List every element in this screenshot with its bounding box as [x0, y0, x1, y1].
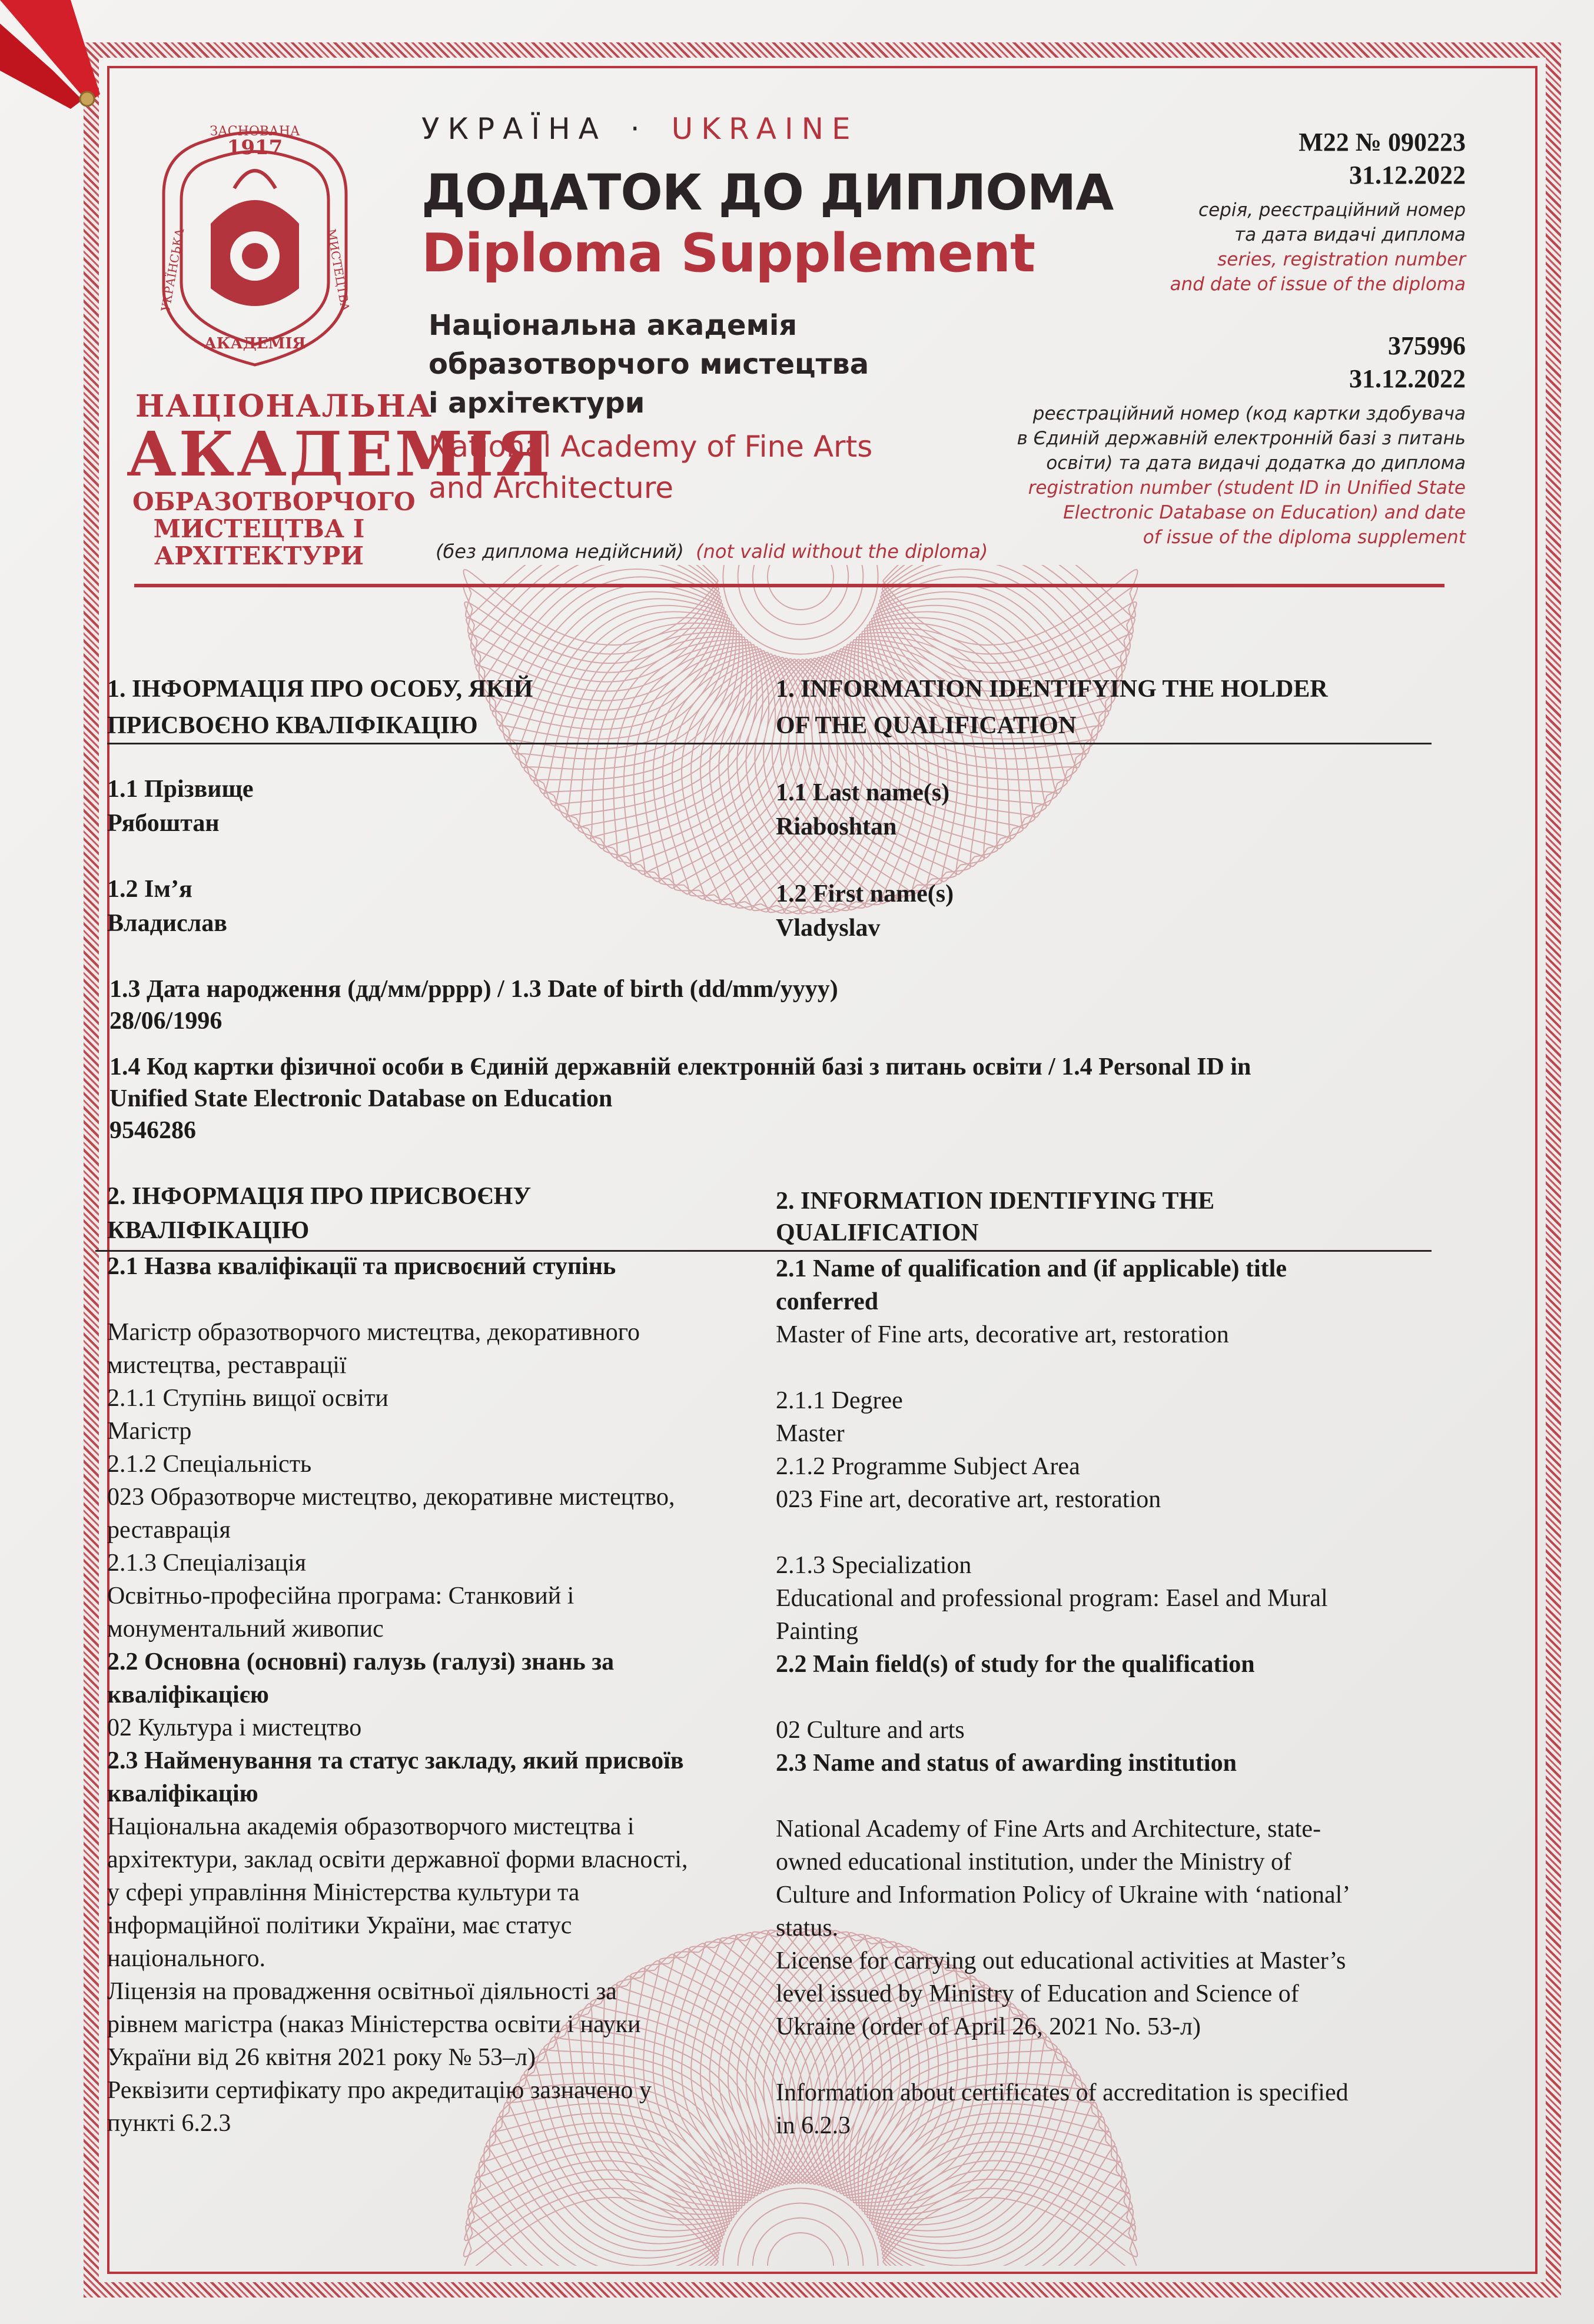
degree-label-en: 2.1.1 Degree — [776, 1387, 903, 1414]
diploma-registration — [1170, 126, 1466, 297]
diploma-caption-ua: та дата видачі диплома — [1234, 224, 1466, 245]
institution-text-ua: національного. — [107, 1945, 266, 1972]
institution-ua-line: і архітектури — [429, 387, 645, 420]
last-name-ua — [107, 772, 755, 840]
institution-text-en: Ukraine (order of April 26, 2021 No. 53-л) — [776, 2013, 1201, 2040]
institution-ua-line: образотворчого мистецтва — [429, 348, 869, 381]
qualification-value-ua: мистецтва, реставрації — [107, 1352, 347, 1379]
supplement-number: 375996 — [1388, 331, 1466, 360]
heading-line: OF THE QUALIFICATION — [776, 712, 1077, 739]
supplement-caption-en: registration number (student ID in Unified State — [1028, 477, 1466, 498]
institution-text-ua: архітектури, заклад освіти державної форми власності, — [107, 1846, 688, 1873]
header-divider — [134, 584, 1444, 587]
logo-word-5: АРХІТЕКТУРИ — [154, 541, 364, 570]
specialization-value-en: Painting — [776, 1618, 859, 1645]
qualification-value-en: Master of Fine arts, decorative art, restoration — [776, 1321, 1229, 1348]
supplement-date: 31.12.2022 — [1349, 364, 1466, 393]
red-ribbon — [0, 0, 118, 153]
degree-value-ua: Магістр — [107, 1418, 192, 1445]
supplement-caption-ua: освіти) та дата видачі додатка до диплома — [1046, 453, 1466, 474]
dob-value: 28/06/1996 — [109, 1008, 223, 1035]
institution-label-en: 2.3 Name and status of awarding institution — [776, 1750, 1237, 1777]
academy-seal-icon — [140, 118, 370, 371]
svg-text:УКРАЇНСЬКА: УКРАЇНСЬКА — [158, 227, 187, 313]
section1-rule — [107, 743, 1432, 744]
institution-label-ua: 2.3 Найменування та статус закладу, який присвоїв — [107, 1747, 684, 1774]
first-name-label-en: 1.2 First name(s) — [776, 880, 954, 907]
institution-text-en: status. — [776, 1914, 839, 1941]
specialization-value-ua: Освітньо-професійна програма: Станковий і — [107, 1582, 574, 1610]
specialization-value-en: Educational and professional program: Easel and Mural — [776, 1585, 1328, 1612]
institution-name-ua — [429, 306, 869, 423]
qualification-value-ua: Магістр образотворчого мистецтва, декоративного — [107, 1319, 640, 1346]
field-value-ua: 02 Культура і мистецтво — [107, 1714, 362, 1741]
supplement-caption-ua: реєстраційний номер (код картки здобувача — [1032, 403, 1466, 424]
date-of-birth — [109, 973, 1423, 1037]
specialty-value-ua: 023 Образотворче мистецтво, декоративне мистецтво, — [107, 1484, 675, 1511]
field-label-en: 2.2 Main field(s) of study for the qualification — [776, 1651, 1255, 1678]
supplement-caption-en: of issue of the diploma supplement — [1143, 527, 1466, 548]
institution-text-ua: Ліцензія на провадження освітньої діяльності за — [107, 1978, 617, 2005]
logo-word-1: НАЦІОНАЛЬНА — [135, 388, 433, 424]
last-name-label-en: 1.1 Last name(s) — [776, 779, 950, 806]
document-title-en: Diploma Supplement — [421, 222, 1035, 284]
specialty-value-ua: реставрація — [107, 1517, 231, 1544]
svg-text:МИСТЕЦТВА: МИСТЕЦТВА — [324, 227, 353, 312]
heading-line: QUALIFICATION — [776, 1219, 979, 1246]
logo-word-2: АКАДЕМІЯ — [127, 418, 553, 490]
degree-value-en: Master — [776, 1420, 845, 1447]
supplement-registration — [1017, 330, 1466, 550]
supplement-caption-ua: в Єдиній державній електронній базі з питань — [1017, 428, 1466, 449]
institution-text-ua: Реквізити сертифікату про акредитацію зазначено у — [107, 2077, 652, 2104]
institution-text-ua: пункті 6.2.3 — [107, 2110, 231, 2137]
institution-text-ua: рівнем магістра (наказ Міністерства освіти і науки — [107, 2011, 641, 2038]
logo-words-3 — [132, 487, 416, 570]
specialty-label-en: 2.1.2 Programme Subject Area — [776, 1453, 1080, 1480]
institution-ua-line: Національна академія — [429, 309, 798, 342]
diploma-caption-en: series, registration number — [1217, 249, 1466, 270]
heading-line: КВАЛІФІКАЦІЮ — [107, 1217, 310, 1244]
logo-word-4: МИСТЕЦТВА І — [153, 514, 365, 543]
document-title-ua: ДОДАТОК ДО ДИПЛОМА — [421, 164, 1114, 221]
field-value-en: 02 Culture and arts — [776, 1717, 965, 1744]
heading-line: 1. ІНФОРМАЦІЯ ПРО ОСОБУ, ЯКІЙ — [107, 676, 533, 703]
validity-note-en: (not valid without the diploma) — [696, 540, 988, 563]
last-name-value-ua: Рябоштан — [107, 810, 220, 837]
institution-text-en: Information about certificates of accreditation is specified — [776, 2079, 1349, 2106]
heading-line: 2. INFORMATION IDENTIFYING THE — [776, 1188, 1215, 1215]
heading-line: 2. ІНФОРМАЦІЯ ПРО ПРИСВОЄНУ — [107, 1183, 532, 1210]
country-separator: · — [630, 112, 648, 146]
institution-name-en — [429, 426, 872, 508]
institution-text-en: owned educational institution, under the Ministry of — [776, 1848, 1292, 1876]
section2-left-column — [107, 1250, 755, 2140]
qualification-label-ua: 2.1 Назва кваліфікації та присвоєний ступінь — [107, 1253, 616, 1280]
institution-text-ua: у сфері управління Міністерства культури та — [107, 1879, 580, 1906]
diploma-caption-en: and date of issue of the diploma — [1170, 274, 1466, 295]
validity-note-ua: (без диплома недійсний) — [436, 540, 684, 563]
diploma-number: M22 № 090223 — [1299, 128, 1466, 157]
svg-text:1917: 1917 — [227, 136, 283, 159]
specialty-label-ua: 2.1.2 Спеціальність — [107, 1451, 312, 1478]
field-label-ua: кваліфікацією — [107, 1681, 269, 1708]
qualification-label-en: 2.1 Name of qualification and (if applicable) title — [776, 1255, 1287, 1282]
institution-text-ua: Національна академія образотворчого мистецтва і — [107, 1813, 635, 1840]
first-name-label-ua: 1.2 Ім’я — [107, 876, 192, 903]
pid-label: Unified State Electronic Database on Education — [109, 1085, 613, 1112]
svg-text:ЗАСНОВАНА: ЗАСНОВАНА — [210, 124, 300, 139]
section1-heading-ua — [107, 671, 755, 744]
specialization-label-ua: 2.1.3 Спеціалізація — [107, 1550, 307, 1577]
institution-text-ua: України від 26 квітня 2021 року № 53–л) — [107, 2044, 536, 2071]
specialization-value-ua: монументальний живопис — [107, 1615, 384, 1643]
first-name-ua — [107, 872, 755, 940]
personal-id — [109, 1051, 1423, 1146]
institution-label-ua: кваліфікацію — [107, 1780, 258, 1807]
institution-en-line: National Academy of Fine Arts — [429, 430, 873, 464]
dob-label: 1.3 Дата народження (дд/мм/рррр) / 1.3 Date of birth (dd/mm/yyyy) — [109, 976, 838, 1003]
country-heading — [421, 112, 859, 146]
first-name-value-en: Vladyslav — [776, 915, 881, 942]
institution-text-en: National Academy of Fine Arts and Architecture, state- — [776, 1816, 1321, 1843]
section2-heading-ua — [107, 1179, 755, 1248]
country-ua: УКРАЇНА — [421, 112, 607, 146]
institution-text-en: level issued by Ministry of Education and Science of — [776, 1980, 1299, 2007]
diploma-caption-ua: серія, реєстраційний номер — [1198, 200, 1466, 221]
specialty-value-en: 023 Fine art, decorative art, restoration — [776, 1486, 1161, 1513]
field-label-ua: 2.2 Основна (основні) галузь (галузі) знань за — [107, 1648, 615, 1675]
first-name-value-ua: Владислав — [107, 910, 227, 937]
institution-text-ua: інформаційної політики України, має статус — [107, 1912, 572, 1939]
last-name-en — [776, 776, 1429, 844]
institution-en-line: and Architecture — [429, 471, 674, 505]
institution-text-en: License for carrying out educational activities at Master’s — [776, 1947, 1346, 1974]
country-en: UKRAINE — [671, 112, 859, 146]
qualification-label-en: conferred — [776, 1288, 879, 1315]
specialization-label-en: 2.1.3 Specialization — [776, 1552, 972, 1579]
heading-line: ПРИСВОЄНО КВАЛІФІКАЦІЮ — [107, 712, 478, 739]
pid-value: 9546286 — [109, 1117, 196, 1144]
supplement-caption-en: Electronic Database on Education) and date — [1063, 502, 1466, 523]
last-name-label-ua: 1.1 Прізвище — [107, 776, 254, 803]
validity-note — [436, 540, 988, 563]
diploma-date: 31.12.2022 — [1349, 161, 1466, 189]
institution-text-en: Culture and Information Policy of Ukraine with ‘national’ — [776, 1881, 1351, 1909]
pid-label: 1.4 Код картки фізичної особи в Єдиній державній електронній базі з питань освіти / 1.4 Personal ID in — [109, 1053, 1251, 1080]
logo-word-3: ОБРАЗОТВОРЧОГО — [132, 487, 416, 516]
institution-text-en: in 6.2.3 — [776, 2112, 851, 2139]
heading-line: 1. INFORMATION IDENTIFYING THE HOLDER — [776, 676, 1328, 703]
svg-text:АКАДЕМІЯ: АКАДЕМІЯ — [204, 335, 306, 353]
first-name-en — [776, 877, 1429, 945]
last-name-value-en: Riaboshtan — [776, 813, 897, 840]
section2-right-column — [776, 1252, 1429, 2142]
degree-label-ua: 2.1.1 Ступінь вищої освіти — [107, 1385, 388, 1412]
section1-heading-en — [776, 671, 1429, 744]
section2-heading-en — [776, 1185, 1429, 1249]
